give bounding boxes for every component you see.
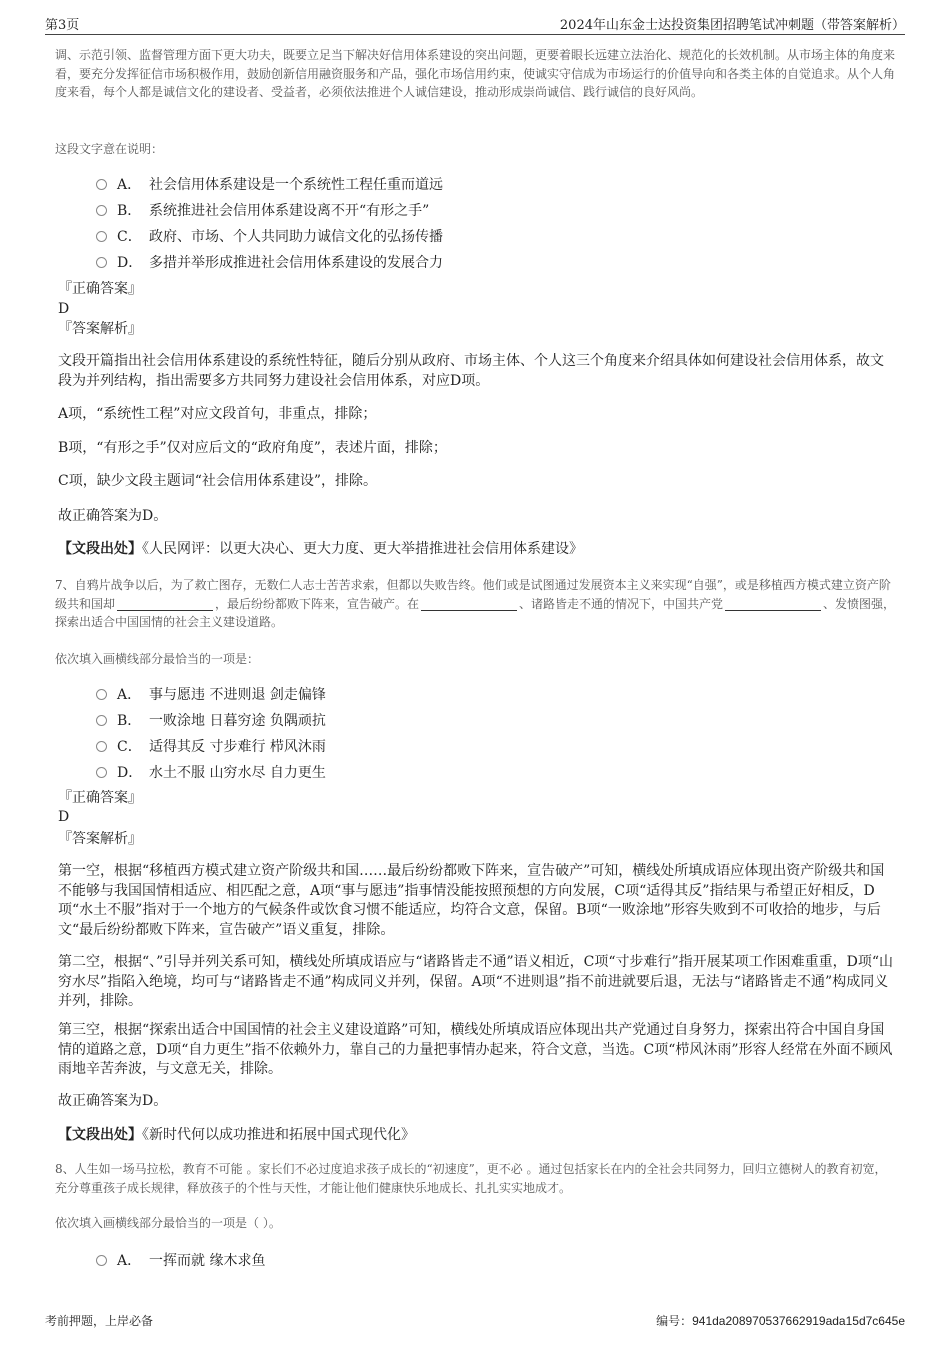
q6-prompt: 这段文字意在说明： (55, 142, 164, 156)
radio-icon[interactable] (96, 257, 107, 268)
q7-option-b[interactable]: B． 一败涂地 日暮穷途 负隅顽抗 (96, 710, 326, 730)
q6-analysis-label: 『答案解析』 (58, 321, 142, 337)
q6-passage: 调、示范引领、监督管理方面下更大功夫，既要立足当下解决好信用体系建设的突出问题，更要着眼长远建立法治化、规范化的长效机制。从市场主体的角度来看，要充分发挥征信市场积极作用，鼓励创新信用融资服务和产品，强化市场信用约束，使诚实守信成为市场运行的价值导向和各类主体的自觉追求。从个人角度来看，每个人都是诚信文化的建设者、受益者，必须依法推进个人诚信建设，推动形成崇尚诚信、践行诚信的良好风尚。 (55, 48, 896, 99)
document-code: 编号：941da208970537662919ada15d7c645e (656, 1314, 905, 1328)
radio-icon[interactable] (96, 179, 107, 190)
q7-analysis-p3: 第三空，根据“探索出适合中国国情的社会主义建设道路”可知，横线处所填成语应体现出共产党通过自身努力，探索出符合中国自身国情的道路之意，D项“自力更生”指不依赖外力，靠自己的力量把事情办起来，符合文意，当选。C项“栉风沐雨”形容人经常在外面不顾风雨地辛苦奔波，与文意无关，排除。 (58, 1022, 893, 1077)
blank-line (725, 598, 821, 611)
radio-icon[interactable] (96, 767, 107, 778)
q7-option-c[interactable]: C． 适得其反 寸步难行 栉风沐雨 (96, 736, 326, 756)
q6-analysis-p4: C项，缺少文段主题词“社会信用体系建设”，排除。 (58, 473, 378, 489)
blank-line (117, 598, 213, 611)
q7-stem: 7、自鸦片战争以后，为了救亡图存，无数仁人志士苦苦求索，但都以失败告终。他们或是试图通过发展资本主义来实现“自强”，或是移植西方模式建立资产阶级共和国却 ，最后纷纷都败下阵来，宣告破产。在 、诸路皆走不通的情况下，中国共产党 、发愤图强，探索出适合中国国情的社会主义建设道路。 (55, 578, 896, 629)
q6-answer: D (58, 301, 70, 317)
q6-analysis-p3: B项，“有形之手”仅对应后文的“政府角度”，表述片面，排除； (58, 440, 447, 456)
q6-option-c[interactable]: C． 政府、市场、个人共同助力诚信文化的弘扬传播 (96, 226, 443, 246)
radio-icon[interactable] (96, 1255, 107, 1266)
q6-option-d[interactable]: D． 多措并举形成推进社会信用体系建设的发展合力 (96, 252, 443, 272)
q6-analysis-p1: 文段开篇指出社会信用体系建设的系统性特征，随后分别从政府、市场主体、个人这三个角度来介绍具体如何建设社会信用体系，故文段为并列结构，指出需要多方共同努力建设社会信用体系，对应D项。 (58, 353, 884, 389)
page-header (45, 10, 905, 35)
q8-stem: 8、人生如一场马拉松，教育不可能 。家长们不必过度追求孩子成长的“初速度”，更不必 。通过包括家长在内的全社会共同努力，回归立德树人的教育初宽，充分尊重孩子成长规律，释放孩子的个性与天性，才能让他们健康快乐地成长、扎扎实实地成才。 (55, 1162, 887, 1195)
q6-option-a[interactable]: A． 社会信用体系建设是一个系统性工程任重而道远 (96, 174, 443, 194)
q7-analysis-p1: 第一空，根据“移植西方模式建立资产阶级共和国……最后纷纷都败下阵来，宣告破产”可知，横线处所填成语应体现出资产阶级共和国不能够与我国国情相适应、相匹配之意，A项“事与愿违”指事情没能按照预想的方向发展，C项“适得其反”指结果与希望正好相反，D项“水土不服”指对于一个地方的气候条件或饮食习惯不能适应，均符合文意，保留。B项“一败涂地”形容失败到不可收拾的地步，与后文“最后纷纷都败下阵来，宣告破产”语义重复，排除。 (58, 863, 885, 938)
radio-icon[interactable] (96, 689, 107, 700)
q7-analysis-label: 『答案解析』 (58, 831, 142, 847)
q7-analysis-p4: 故正确答案为D。 (58, 1093, 168, 1109)
q7-source: 【文段出处】《新时代何以成功推进和拓展中国式现代化》 (58, 1127, 415, 1143)
q6-analysis-p2: A项，“系统性工程”对应文段首句，非重点，排除； (58, 406, 377, 422)
q7-option-a[interactable]: A． 事与愿违 不进则退 剑走偏锋 (96, 684, 326, 704)
radio-icon[interactable] (96, 741, 107, 752)
radio-icon[interactable] (96, 231, 107, 242)
blank-line (421, 598, 517, 611)
q7-option-d[interactable]: D． 水土不服 山穷水尽 自力更生 (96, 762, 326, 782)
radio-icon[interactable] (96, 205, 107, 216)
q7-prompt: 依次填入画横线部分最恰当的一项是： (55, 652, 260, 666)
q8-prompt: 依次填入画横线部分最恰当的一项是（ ）。 (55, 1216, 281, 1230)
q6-answer-label: 『正确答案』 (58, 281, 142, 297)
document-title: 2024年山东金士达投资集团招聘笔试冲刺题（带答案解析） (559, 18, 905, 33)
radio-icon[interactable] (96, 715, 107, 726)
page-number: 第3页 (45, 18, 80, 33)
footer-slogan: 考前押题，上岸必备 (45, 1314, 154, 1328)
q8-option-a[interactable]: A． 一挥而就 缘木求鱼 (96, 1250, 265, 1270)
q6-source: 【文段出处】《人民网评：以更大决心、更大力度、更大举措推进社会信用体系建设》 (58, 541, 583, 557)
q7-analysis-p2: 第二空，根据“、”引导并列关系可知，横线处所填成语应与“诸路皆走不通”语义相近，C项“寸步难行”指开展某项工作困难重重，D项“山穷水尽”指陷入绝境，均可与“诸路皆走不通”构成同义并列，保留。A项“不进则退”指不前进就要后退，无法与“诸路皆走不通”构成同义并列，排除。 (58, 954, 894, 1009)
q7-answer-label: 『正确答案』 (58, 790, 142, 806)
q6-option-b[interactable]: B． 系统推进社会信用体系建设离不开“有形之手” (96, 200, 429, 220)
q6-analysis-p5: 故正确答案为D。 (58, 508, 168, 524)
q7-answer: D (58, 809, 70, 825)
